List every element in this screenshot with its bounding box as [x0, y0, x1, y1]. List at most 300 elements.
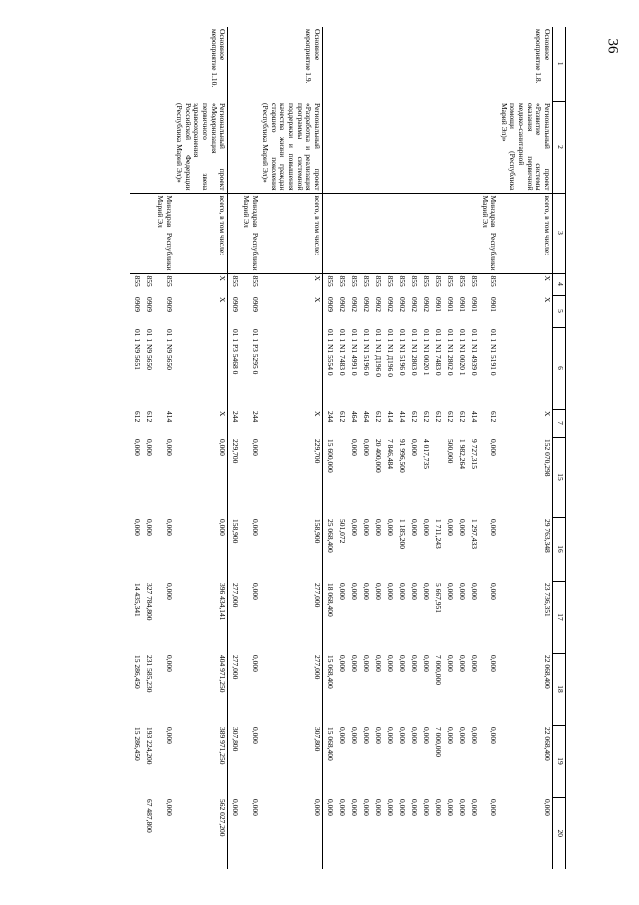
cell-c6: 01 1 P3 5295 0	[250, 329, 260, 375]
cell-c20: 0,000	[374, 799, 383, 816]
cell-c20: 0,000	[250, 799, 260, 816]
cell-c5: 0909	[326, 297, 335, 312]
cell-c7: X	[260, 409, 323, 437]
cell-c18: 0,000	[338, 655, 347, 672]
cell-c7: 612	[374, 411, 383, 423]
cell-c15: 0,000	[489, 439, 499, 456]
cell-c20: 562 027,200	[174, 797, 228, 869]
cell-c6	[498, 327, 552, 409]
cell-c1	[240, 27, 259, 101]
cell-c4: X	[498, 273, 552, 295]
cell-c3: всего, в том числе:	[260, 193, 323, 273]
cell-c16: 0,000	[410, 519, 419, 536]
cell-c7: 612	[422, 411, 431, 423]
cell-c17: 396 434,141	[174, 581, 228, 653]
cell-c6: 01 1 N1 5196 0	[362, 329, 371, 376]
cell-c17: 18 068,400	[326, 583, 335, 617]
cell-c7: 464	[362, 411, 371, 423]
cell-c2	[323, 101, 336, 193]
column-header: 6	[553, 327, 566, 409]
cell-c1	[443, 27, 455, 101]
cell-c19: 389 971,250	[174, 725, 228, 797]
cell-c16: 0,000	[446, 519, 455, 536]
table-row	[498, 27, 552, 869]
cell-c1	[407, 27, 419, 101]
table-row	[407, 27, 419, 869]
cell-c7: 414	[386, 411, 395, 423]
cell-c3: Минздрав Республики Марий Эл	[240, 193, 259, 273]
cell-c1	[395, 27, 407, 101]
cell-c19: 0,000	[398, 727, 407, 744]
cell-c7: X	[174, 409, 228, 437]
cell-c6: 01 1 N1 2802 0	[446, 329, 455, 376]
cell-c2	[383, 101, 395, 193]
cell-c18: 404 971,250	[174, 653, 228, 725]
cell-c16: 158,900	[260, 517, 323, 581]
cell-c15: 7 846,484	[386, 439, 395, 469]
cell-c18: 0,000	[398, 655, 407, 672]
cell-c15: 9 727,315	[470, 439, 479, 469]
cell-c20	[130, 797, 142, 869]
cell-c17: 0,000	[386, 583, 395, 600]
cell-c4: 855	[407, 273, 419, 295]
cell-c4: 855	[467, 273, 479, 295]
cell-c3	[455, 193, 467, 273]
cell-c20: 0,000	[434, 799, 443, 816]
cell-c20: 0,000	[398, 799, 407, 816]
cell-c16: 501,072	[338, 519, 347, 544]
cell-c3	[142, 193, 154, 273]
cell-c17: 23 736,351	[498, 581, 552, 653]
cell-c19: 15 068,400	[326, 727, 335, 761]
cell-c18: 0,000	[422, 655, 431, 672]
cell-c6: 01 1 N1 4991 0	[350, 329, 359, 376]
cell-c4: 855	[335, 273, 347, 295]
cell-c17: 0,000	[470, 583, 479, 600]
table-row	[228, 27, 241, 869]
cell-c4: 855	[395, 273, 407, 295]
cell-c2	[419, 101, 431, 193]
cell-c1	[228, 27, 241, 101]
cell-c18: 0,000	[489, 655, 499, 672]
cell-c6: 01 1 N1 0020 1	[422, 329, 431, 376]
cell-c7: 612	[489, 411, 499, 423]
cell-c5: 0902	[398, 297, 407, 312]
cell-c15: 0,000	[350, 439, 359, 456]
cell-c3	[359, 193, 371, 273]
cell-c1	[347, 27, 359, 101]
cell-c15: 0,000	[164, 439, 174, 456]
cell-c6: 01 1 N1 2803 0	[410, 329, 419, 376]
table-row	[142, 27, 154, 869]
cell-c18: 0,000	[458, 655, 467, 672]
cell-c5: 0909	[164, 297, 174, 312]
cell-c16: 158,900	[231, 519, 241, 544]
column-header: 18	[553, 653, 566, 725]
table-row	[347, 27, 359, 869]
cell-c4: X	[260, 273, 323, 295]
cell-c20: 67 487,800	[145, 799, 155, 833]
cell-c19: 0,000	[386, 727, 395, 744]
cell-c15: 229,700	[231, 439, 241, 464]
cell-c5: 0901	[434, 297, 443, 312]
cell-c15: 229,700	[260, 437, 323, 517]
cell-c18: 0,000	[250, 655, 260, 672]
cell-c15: 0,000	[250, 439, 260, 456]
cell-c18: 7 000,000	[434, 655, 443, 685]
cell-c6: 01 1 N1 7483 0	[434, 329, 443, 376]
cell-c19: 0,000	[458, 727, 467, 744]
cell-c5: X	[260, 295, 323, 327]
cell-c4: 855	[419, 273, 431, 295]
cell-c7: 244	[231, 411, 241, 423]
cell-c5: 0909	[250, 297, 260, 312]
cell-c16: 0,000	[386, 519, 395, 536]
cell-c1: Основное мероприятие 1.8.	[498, 27, 552, 101]
cell-c3	[228, 193, 241, 273]
cell-c16: 1 185,200	[398, 519, 407, 549]
cell-c20: 0,000	[470, 799, 479, 816]
cell-c15: 4 017,735	[422, 439, 431, 469]
cell-c4: 855	[323, 273, 336, 295]
column-header: 20	[553, 797, 566, 869]
cell-c20: 0,000	[362, 799, 371, 816]
cell-c7: 464	[350, 411, 359, 423]
cell-c7: 612	[446, 411, 455, 423]
cell-c5: 0901	[470, 297, 479, 312]
cell-c18: 0,000	[362, 655, 371, 672]
cell-c17: 0,000	[410, 583, 419, 600]
cell-c18: 277,000	[231, 655, 241, 680]
cell-c20: 0,000	[410, 799, 419, 816]
cell-c7: 244	[250, 411, 260, 423]
table-row	[419, 27, 431, 869]
cell-c16: 1 297,433	[470, 519, 479, 549]
cell-c15: 0,000	[174, 437, 228, 517]
table-body	[130, 27, 552, 869]
cell-c20: 0,000	[386, 799, 395, 816]
cell-c7: 612	[458, 411, 467, 423]
cell-c19: 0,000	[362, 727, 371, 744]
header-row	[553, 27, 566, 869]
cell-c16: 0,000	[374, 519, 383, 536]
column-header: 5	[553, 295, 566, 327]
cell-c6: 01 1 N1 0020 1	[458, 329, 467, 376]
cell-c15	[335, 437, 347, 517]
cell-c2	[467, 101, 479, 193]
cell-c15: 0,000	[145, 439, 155, 456]
cell-c5: 0909	[133, 297, 143, 312]
table-row	[383, 27, 395, 869]
table-row	[323, 27, 336, 869]
cell-c16: 25 068,400	[326, 519, 335, 553]
cell-c3: всего, в том числе:	[498, 193, 552, 273]
cell-c4: 855	[455, 273, 467, 295]
table-row	[371, 27, 383, 869]
table-row	[455, 27, 467, 869]
cell-c18: 15 068,400	[326, 655, 335, 689]
cell-c4: X	[174, 273, 228, 295]
cell-c20: 0,000	[260, 797, 323, 869]
cell-c2	[228, 101, 241, 193]
cell-c16: 0,000	[489, 519, 499, 536]
cell-c19: 7 000,000	[434, 727, 443, 757]
cell-c3	[335, 193, 347, 273]
cell-c4: 855	[240, 273, 259, 295]
cell-c20: 0,000	[338, 799, 347, 816]
cell-c20: 0,000	[498, 797, 552, 869]
cell-c4: 855	[130, 273, 142, 295]
cell-c20: 0,000	[164, 799, 174, 816]
cell-c5: 0909	[231, 297, 241, 312]
cell-c6: 01 1 N1 Д196 0	[374, 329, 383, 378]
cell-c7: 612	[338, 411, 347, 423]
cell-c6: 01 1 N1 5191 0	[489, 329, 499, 376]
column-header: 4	[553, 273, 566, 295]
cell-c2	[479, 101, 498, 193]
cell-c6: 01 1 P3 5468 0	[231, 329, 241, 375]
table-row	[260, 27, 323, 869]
cell-c2	[240, 101, 259, 193]
cell-c17: 0,000	[338, 583, 347, 600]
cell-c4: 855	[154, 273, 173, 295]
cell-c17: 14 435,341	[133, 583, 143, 617]
cell-c1	[467, 27, 479, 101]
cell-c17: 0,000	[398, 583, 407, 600]
cell-c5: 0901	[489, 297, 499, 312]
column-header: 17	[553, 581, 566, 653]
cell-c17: 0,000	[350, 583, 359, 600]
cell-c6	[260, 327, 323, 409]
cell-c6: 01 1 N1 Д196 0	[386, 329, 395, 378]
cell-c2	[130, 101, 142, 193]
cell-c20: 0,000	[458, 799, 467, 816]
cell-c7: 414	[470, 411, 479, 423]
cell-c4: 855	[383, 273, 395, 295]
table-row	[154, 27, 173, 869]
cell-c1	[431, 27, 443, 101]
cell-c2	[142, 101, 154, 193]
cell-c18: 0,000	[374, 655, 383, 672]
cell-c20: 0,000	[489, 799, 499, 816]
cell-c15: 91 996,500	[398, 439, 407, 473]
cell-c1	[419, 27, 431, 101]
cell-c16: 0,000	[145, 519, 155, 536]
cell-c7: 414	[164, 411, 174, 423]
cell-c19: 22 068,400	[498, 725, 552, 797]
cell-c6: 01 1 N9 5651	[133, 329, 143, 371]
cell-c1	[154, 27, 173, 101]
column-header: 16	[553, 517, 566, 581]
cell-c19: 15 286,450	[133, 727, 143, 761]
cell-c18: 0,000	[164, 655, 174, 672]
cell-c16: 0,000	[174, 517, 228, 581]
table-row	[359, 27, 371, 869]
cell-c17: 327 784,800	[145, 583, 155, 621]
cell-c3	[130, 193, 142, 273]
cell-c16: 1 711,243	[434, 519, 443, 549]
cell-c2: Региональный проект «Модернизация первичного звена здравоохранения Российской Федерации (Республика Марий Эл)»	[174, 101, 228, 193]
cell-c1	[323, 27, 336, 101]
cell-c16: 0,000	[133, 519, 143, 536]
cell-c17: 5 667,951	[434, 583, 443, 613]
cell-c18: 22 068,400	[498, 653, 552, 725]
cell-c19: 0,000	[164, 727, 174, 744]
cell-c3: всего, в том числе:	[174, 193, 228, 273]
cell-c17: 0,000	[362, 583, 371, 600]
cell-c3	[323, 193, 336, 273]
cell-c5: 0902	[374, 297, 383, 312]
cell-c19: 0,000	[422, 727, 431, 744]
cell-c6	[174, 327, 228, 409]
cell-c16: 29 763,348	[498, 517, 552, 581]
cell-c2: Региональный проект «Разработка и реализация программы системной поддержки и повышения качества жизни граждан старшего поколения (Республика Марий Эл)»	[260, 101, 323, 193]
column-header: 19	[553, 725, 566, 797]
cell-c19: 307,800	[231, 727, 241, 752]
cell-c2	[455, 101, 467, 193]
cell-c1	[359, 27, 371, 101]
cell-c19: 307,800	[260, 725, 323, 797]
cell-c5: 0901	[458, 297, 467, 312]
column-header: 1	[553, 27, 566, 101]
cell-c5: 0902	[386, 297, 395, 312]
cell-c17: 0,000	[374, 583, 383, 600]
cell-c4: 855	[359, 273, 371, 295]
cell-c18: 0,000	[386, 655, 395, 672]
cell-c19: 0,000	[446, 727, 455, 744]
cell-c5: 0902	[410, 297, 419, 312]
cell-c6: 01 1 N1 5554 0	[326, 329, 335, 376]
cell-c5: 0902	[338, 297, 347, 312]
cell-c4: 855	[431, 273, 443, 295]
cell-c17: 0,000	[446, 583, 455, 600]
cell-c5: 0901	[446, 297, 455, 312]
cell-c2	[443, 101, 455, 193]
cell-c19: 0,000	[374, 727, 383, 744]
cell-c17: 0,000	[458, 583, 467, 600]
column-header: 3	[553, 193, 566, 273]
cell-c5: 0909	[145, 297, 155, 312]
cell-c2	[395, 101, 407, 193]
cell-c20: 0,000	[422, 799, 431, 816]
cell-c4: 855	[142, 273, 154, 295]
cell-c1: Основное мероприятие 1.10.	[174, 27, 228, 101]
cell-c18: 0,000	[410, 655, 419, 672]
cell-c18: 15 286,450	[133, 655, 143, 689]
rotated-table-container	[106, 27, 566, 869]
cell-c4: 855	[371, 273, 383, 295]
cell-c19: 193 224,200	[145, 727, 155, 765]
cell-c3	[383, 193, 395, 273]
cell-c18: 231 585,230	[145, 655, 155, 693]
cell-c15	[431, 437, 443, 517]
cell-c6: 01 1 N1 5196 0	[398, 329, 407, 376]
cell-c15: 500,000	[446, 439, 455, 464]
cell-c4: 855	[479, 273, 498, 295]
cell-c1	[455, 27, 467, 101]
cell-c7: 612	[434, 411, 443, 423]
cell-c17: 0,000	[250, 583, 260, 600]
cell-c1	[383, 27, 395, 101]
page-number: 36	[604, 38, 621, 54]
cell-c6: 01 1 N1 4939 0	[470, 329, 479, 376]
cell-c20: 0,000	[350, 799, 359, 816]
cell-c16: 0,000	[458, 519, 467, 536]
cell-c1	[130, 27, 142, 101]
cell-c3	[467, 193, 479, 273]
cell-c2	[431, 101, 443, 193]
cell-c2	[154, 101, 173, 193]
cell-c2	[407, 101, 419, 193]
cell-c19: 0,000	[489, 727, 499, 744]
cell-c1: Основное мероприятие 1.9.	[260, 27, 323, 101]
cell-c7: 244	[326, 411, 335, 423]
cell-c6: 01 1 N9 5650	[145, 329, 155, 371]
cell-c1	[371, 27, 383, 101]
cell-c7: 612	[133, 411, 143, 423]
cell-c3	[419, 193, 431, 273]
cell-c16: 0,000	[164, 519, 174, 536]
cell-c16: 0,000	[422, 519, 431, 536]
table-row	[130, 27, 142, 869]
cell-c5: 0902	[422, 297, 431, 312]
cell-c15: 0,000	[133, 439, 143, 456]
cell-c6: 01 1 N9 5650	[164, 329, 174, 371]
cell-c1	[335, 27, 347, 101]
cell-c5: 0902	[362, 297, 371, 312]
cell-c2	[335, 101, 347, 193]
cell-c20: 0,000	[231, 799, 241, 816]
cell-c15: 1 982,264	[458, 439, 467, 469]
cell-c3: Минздрав Республики Марий Эл	[154, 193, 173, 273]
cell-c19: 0,000	[338, 727, 347, 744]
cell-c20: 0,000	[446, 799, 455, 816]
cell-c6: 01 1 N1 7483 0	[338, 329, 347, 376]
cell-c19: 0,000	[250, 727, 260, 744]
table-row	[467, 27, 479, 869]
cell-c17: 0,000	[422, 583, 431, 600]
cell-c15: 20 400,000	[374, 439, 383, 473]
cell-c18: 0,000	[470, 655, 479, 672]
table-row	[240, 27, 259, 869]
cell-c17: 0,000	[489, 583, 499, 600]
table-row	[174, 27, 228, 869]
cell-c16: 0,000	[362, 519, 371, 536]
cell-c19: 0,000	[410, 727, 419, 744]
cell-c15: 15 600,000	[326, 439, 335, 473]
cell-c4: 855	[443, 273, 455, 295]
cell-c18: 277,000	[260, 653, 323, 725]
cell-c7: 612	[145, 411, 155, 423]
cell-c15: 0,000	[410, 439, 419, 456]
cell-c5: 0902	[350, 297, 359, 312]
cell-c3	[395, 193, 407, 273]
column-header: 2	[553, 101, 566, 193]
cell-c18: 0,000	[350, 655, 359, 672]
cell-c17: 277,000	[231, 583, 241, 608]
cell-c20: 0,000	[326, 799, 335, 816]
cell-c7: 612	[410, 411, 419, 423]
cell-c3	[443, 193, 455, 273]
cell-c1	[479, 27, 498, 101]
budget-table	[130, 27, 566, 869]
cell-c7: X	[498, 409, 552, 437]
cell-c18: 0,000	[446, 655, 455, 672]
cell-c3: Минздрав Республики Марий Эл	[479, 193, 498, 273]
cell-c3	[371, 193, 383, 273]
cell-c5: X	[174, 295, 228, 327]
cell-c19: 0,000	[470, 727, 479, 744]
